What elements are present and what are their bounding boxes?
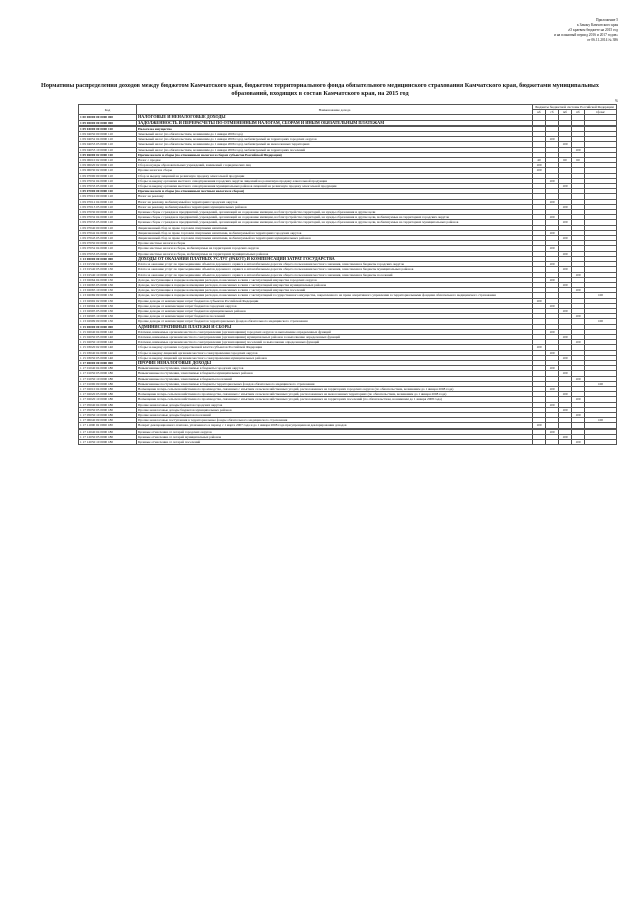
row-code: 1 09 07032 04 0000 110 xyxy=(79,178,137,183)
column-header-name: Наименование дохода xyxy=(137,105,533,115)
value-mb xyxy=(559,440,572,445)
document-title: Нормативы распределения доходов между бюджетом Камчатского края, бюджетом территориального фонда обязательного медицинского страхования Камчатского края, бюджетами муниципальных образований, входящих в состав Камчатского края, на 2015 год xyxy=(41,82,599,97)
row-name: Плата за оказание услуг по присоединению объектов дорожного сервиса к автомобильным дорогам общего пользования местного значения, зачисляемая в бюджеты муниципальных районов xyxy=(137,267,533,272)
row-code: 1 09 07010 00 0000 110 xyxy=(79,194,137,199)
row-code: 1 09 06010 02 0000 110 xyxy=(79,158,137,163)
value-gb: 100 xyxy=(546,215,559,220)
value-mb: 60 xyxy=(559,158,572,163)
value-kb xyxy=(533,440,546,445)
row-code: 1 09 07050 00 0000 110 xyxy=(79,241,137,246)
value-gb xyxy=(546,440,559,445)
revenue-distribution-table xyxy=(78,104,617,445)
value-kb: 100 xyxy=(533,345,546,350)
row-name: Лицензионный сбор за право торговли спиртными напитками xyxy=(137,225,533,230)
row-code: 1 15 03020 02 0000 140 xyxy=(79,345,137,350)
row-name: Прочие местные налоги и сборы, мобилизуемые на территориях муниципальных районов xyxy=(137,251,533,256)
row-name: Плата за оказание услуг по присоединению объектов дорожного сервиса к автомобильным дорогам общего пользования местного значения, зачисляемая в бюджеты поселений xyxy=(137,272,533,277)
value-gb: 100 xyxy=(546,277,559,282)
row-name: Налог на рекламу, мобилизуемый на территориях городских округов xyxy=(137,199,533,204)
row-code: 1 17 12050 10 0000 180 xyxy=(79,440,137,445)
value-gb: 100 xyxy=(546,262,559,267)
row-code: 1 15 02050 10 0000 140 xyxy=(79,340,137,345)
value-mb: 100 xyxy=(559,236,572,241)
column-header-mb: мб xyxy=(559,110,572,115)
row-name: Земельный налог (по обязательствам, возникшим до 1 января 2006 года), мобилизуемый на межселенных территориях xyxy=(137,142,533,147)
value-mb: 100 xyxy=(559,142,572,147)
row-code: 1 13 02995 10 0000 130 xyxy=(79,314,137,319)
row-name: Возмещение потерь сельскохозяйственного производства, связанных с изъятием сельскохозяйственных угодий, расположенных на территориях поселений (по обязательствам, возникшим до 1 января 2008 года) xyxy=(137,397,533,402)
value-mb: 100 xyxy=(559,204,572,209)
value-pb: 60 xyxy=(572,158,585,163)
row-code: 1 09 07000 00 0000 110 xyxy=(79,189,137,194)
row-code: 1 09 07052 04 0000 110 xyxy=(79,246,137,251)
row-name: Прочие доходы от компенсации затрат бюджетов поселений xyxy=(137,314,533,319)
row-name: Сборы за выдачу органами государственной власти субъектов Российской Федерации xyxy=(137,345,533,350)
row-name: Невыясненные поступления, зачисляемые в бюджеты городских округов xyxy=(137,366,533,371)
column-header-kb: кб xyxy=(533,110,546,115)
value-pb: 100 xyxy=(572,376,585,381)
row-code: 1 13 02999 09 0000 130 xyxy=(79,319,137,324)
row-name: Прочие неналоговые поступления в территориальные фонды обязательного медицинского страхования xyxy=(137,418,533,423)
value-kb: 100 xyxy=(533,163,546,168)
row-code: 1 13 02994 04 0000 130 xyxy=(79,303,137,308)
row-name: Платежи, взимаемые органами местного самоуправления (организациями) городских округов за выполнение определенных функций xyxy=(137,329,533,334)
row-code: 1 17 05050 05 0000 180 xyxy=(79,407,137,412)
value-tfoms xyxy=(585,440,617,445)
row-code: 1 09 04000 00 0000 110 xyxy=(79,126,137,131)
row-code: 1 17 02010 04 0000 180 xyxy=(79,386,137,391)
value-kb: 100 xyxy=(533,298,546,303)
row-name: Целевые сборы с граждан и предприятий, учреждений, организаций на содержание милиции, на благоустройство территорий, на нужды образования и другие цели, мобилизуемые на территориях муниципальных районов xyxy=(137,220,533,225)
value-kb: 40 xyxy=(533,158,546,163)
value-pb: 100 xyxy=(572,412,585,417)
row-code: 1 13 00000 00 0000 000 xyxy=(79,256,137,261)
table-row xyxy=(79,440,617,445)
row-code: 1 13 02065 05 0000 130 xyxy=(79,282,137,287)
value-mb: 100 xyxy=(559,267,572,272)
value-gb: 100 xyxy=(546,199,559,204)
row-name: ПРОЧИЕ НЕНАЛОГОВЫЕ ДОХОДЫ xyxy=(137,360,533,365)
row-code: 1 09 07013 05 0000 110 xyxy=(79,204,137,209)
value-gb: 100 xyxy=(546,429,559,434)
value-gb: 100 xyxy=(546,350,559,355)
row-code: 1 13 02069 09 0000 130 xyxy=(79,293,137,298)
row-code: 1 09 06030 02 0000 110 xyxy=(79,168,137,173)
value-pb: 100 xyxy=(572,272,585,277)
row-name: Прочие доходы от компенсации затрат бюджетов городских округов xyxy=(137,303,533,308)
row-name: Плата за оказание услуг по присоединению объектов дорожного сервиса к автомобильным дорогам общего пользования местного значения, зачисляемая в бюджеты городских округов xyxy=(137,262,533,267)
row-code: 1 09 04052 04 0000 110 xyxy=(79,137,137,142)
value-mb: 100 xyxy=(559,308,572,313)
value-tfoms: 100 xyxy=(585,381,617,386)
row-code: 1 17 01090 09 0000 180 xyxy=(79,381,137,386)
row-code: 1 09 04050 00 0000 110 xyxy=(79,132,137,137)
row-code: 1 13 01540 05 0000 130 xyxy=(79,267,137,272)
row-code: 1 09 07000 00 0000 110 xyxy=(79,173,137,178)
table-header-row xyxy=(79,105,617,110)
value-mb: 100 xyxy=(559,434,572,439)
row-code: 1 09 07033 05 0000 110 xyxy=(79,220,137,225)
row-code: 1 13 02064 04 0000 130 xyxy=(79,277,137,282)
value-pb: 100 xyxy=(572,314,585,319)
row-name: Доходы, поступающие в порядке возмещения расходов, понесенных в связи с эксплуатацией имущества поселений xyxy=(137,288,533,293)
row-name: Целевые отчисления от лотерей поселений xyxy=(137,440,533,445)
row-name: Возмещение потерь сельскохозяйственного производства, связанных с изъятием сельскохозяйственных угодий, расположенных на межселенных территориях (по обязательствам, возникшим до 1 января 2008 года) xyxy=(137,392,533,397)
row-name: Доходы, поступающие в порядке возмещения расходов, понесенных в связи с эксплуатацией имущества муниципальных районов xyxy=(137,282,533,287)
row-name: Прочие местные налоги и сборы, мобилизуемые на территориях городских округов xyxy=(137,246,533,251)
row-code: 1 09 04053 05 0000 110 xyxy=(79,142,137,147)
value-pb: 100 xyxy=(572,440,585,445)
row-name: Платежи, взимаемые органами местного самоуправления (организациями) муниципальных районов за выполнение определенных функций xyxy=(137,334,533,339)
row-name: Налог на рекламу, мобилизуемый на территориях муниципальных районов xyxy=(137,204,533,209)
value-gb: 100 xyxy=(546,303,559,308)
row-code: 1 13 02992 02 0000 130 xyxy=(79,298,137,303)
appendix-line: от 06.11.2014 № 386 xyxy=(587,38,618,42)
row-name: Налог на рекламу xyxy=(137,194,533,199)
value-mb: 100 xyxy=(559,220,572,225)
row-code: 1 00 00000 00 0000 000 xyxy=(79,115,137,120)
row-name: Сборы за выдачу лицензий органами местного самоуправления муниципальных районов xyxy=(137,355,533,360)
row-code: 1 15 00000 00 0000 000 xyxy=(79,324,137,329)
appendix-note xyxy=(458,18,618,43)
row-name: Невыясненные поступления, зачисляемые в бюджеты поселений xyxy=(137,376,533,381)
row-name: Целевые сборы с граждан и предприятий, учреждений, организаций на содержание милиции, на благоустройство территорий, на нужды образования и другие цели xyxy=(137,210,533,215)
row-name: Лицензионный сбор за право торговли спиртными напитками, мобилизуемый на территориях городских округов xyxy=(137,230,533,235)
value-pb: 100 xyxy=(572,147,585,152)
row-code: 1 09 07033 05 0000 110 xyxy=(79,184,137,189)
row-name: Прочие местные налоги и сборы xyxy=(137,241,533,246)
value-kb: 100 xyxy=(533,423,546,428)
value-gb: 100 xyxy=(546,230,559,235)
row-code: 1 13 01530 04 0000 130 xyxy=(79,262,137,267)
row-name: НАЛОГОВЫЕ И НЕНАЛОГОВЫЕ ДОХОДЫ xyxy=(137,115,533,120)
row-name: Лицензионный сбор за право торговли спиртными напитками, мобилизуемый на территориях муниципальных районов xyxy=(137,236,533,241)
row-name: Сборы за выдачу органами местного самоуправления городских округов лицензий на розничную продажу алкогольной продукции xyxy=(137,178,533,183)
row-code: 1 17 05050 10 0000 180 xyxy=(79,412,137,417)
row-name: Сбор за выдачу лицензий на розничную продажу алкогольной продукции xyxy=(137,173,533,178)
row-name: ЗАДОЛЖЕННОСТЬ И ПЕРЕРАСЧЕТЫ ПО ОТМЕНЕННЫМ НАЛОГАМ, СБОРАМ И ИНЫМ ОБЯЗАТЕЛЬНЫМ ПЛАТЕЖАМ xyxy=(137,120,533,125)
row-name: Прочие доходы от компенсации затрат бюджетов территориальных фондов обязательного медицинского страхования xyxy=(137,319,533,324)
row-code: 1 15 03050 05 0000 140 xyxy=(79,355,137,360)
row-code: 1 17 11000 02 0000 180 xyxy=(79,423,137,428)
value-pb: 100 xyxy=(572,288,585,293)
value-tfoms: 100 xyxy=(585,293,617,298)
row-name: Прочие налоги и сборы xyxy=(137,168,533,173)
unit-label: % xyxy=(615,99,618,103)
value-gb: 100 xyxy=(546,329,559,334)
row-code: 1 15 02050 05 0000 140 xyxy=(79,334,137,339)
row-name: Целевые сборы с граждан и предприятий, учреждений, организаций на содержание милиции, на благоустройство территорий, на нужды образования и другие цели, мобилизуемые на территориях городских округов xyxy=(137,215,533,220)
row-name: АДМИНИСТРАТИВНЫЕ ПЛАТЕЖИ И СБОРЫ xyxy=(137,324,533,329)
row-name: Доходы, поступающие в порядке возмещения расходов, понесенных в связи с эксплуатацией государственного имущества, закрепленного на праве оперативного управления за территориальными фондами обязательного медицинского страхования xyxy=(137,293,533,298)
value-mb: 100 xyxy=(559,371,572,376)
row-code: 1 09 06000 02 0000 110 xyxy=(79,152,137,157)
appendix-line: к Закону Камчатского края xyxy=(577,23,618,27)
row-code: 1 17 12040 04 0000 180 xyxy=(79,429,137,434)
row-name: Прочие неналоговые доходы бюджетов муниципальных районов xyxy=(137,407,533,412)
value-mb: 100 xyxy=(559,355,572,360)
row-code: 1 09 07032 04 0000 110 xyxy=(79,215,137,220)
value-tfoms: 100 xyxy=(585,319,617,324)
row-code: 1 17 05040 04 0000 180 xyxy=(79,402,137,407)
value-mb: 100 xyxy=(559,392,572,397)
value-mb: 100 xyxy=(559,184,572,189)
row-name: Целевые отчисления от лотерей городских округов xyxy=(137,429,533,434)
row-code: 1 09 00000 00 0000 000 xyxy=(79,120,137,125)
row-code: 1 09 07030 00 0000 110 xyxy=(79,210,137,215)
row-code: 1 09 07040 00 0000 110 xyxy=(79,225,137,230)
row-name: Земельный налог (по обязательствам, возникшим до 1 января 2006 года), мобилизуемый на территориях поселений xyxy=(137,147,533,152)
row-name: Прочие налоги и сборы (по отмененным местным налогам и сборам) xyxy=(137,189,533,194)
row-code: 1 09 07053 05 0000 110 xyxy=(79,251,137,256)
row-name: Платежи, взимаемые органами местного самоуправления (организациями) поселений за выполнение определенных функций xyxy=(137,340,533,345)
row-name: Прочие налоги и сборы (по отмененным налогам и сборам субъектов Российской Федерации) xyxy=(137,152,533,157)
row-name: Доходы, поступающие в порядке возмещения расходов, понесенных в связи с эксплуатацией имущества городских округов xyxy=(137,277,533,282)
column-header-tfoms: тфомс xyxy=(585,110,617,115)
row-name: Целевые отчисления от лотерей муниципальных районов xyxy=(137,434,533,439)
column-header-pb: пб xyxy=(572,110,585,115)
row-code: 1 15 02040 04 0000 140 xyxy=(79,329,137,334)
row-code: 1 17 00000 00 0000 000 xyxy=(79,360,137,365)
row-name: Возврат декларационного платежа, уплаченного в период с 1 марта 2007 года и до 1 января 2008 года при упрощенном декларировании доходов xyxy=(137,423,533,428)
row-code: 1 17 01050 05 0000 180 xyxy=(79,371,137,376)
value-mb: 100 xyxy=(559,251,572,256)
row-code: 1 17 02020 05 0000 180 xyxy=(79,392,137,397)
row-code: 1 09 06020 02 0000 110 xyxy=(79,163,137,168)
row-code: 1 17 01050 10 0000 180 xyxy=(79,376,137,381)
row-code: 1 13 02065 10 0000 130 xyxy=(79,288,137,293)
row-name: Земельный налог (по обязательствам, возникшим до 1 января 2006 года) xyxy=(137,132,533,137)
value-mb: 100 xyxy=(559,407,572,412)
row-name: Налоги на имущество xyxy=(137,126,533,131)
appendix-line: и на плановый период 2016 и 2017 годов» xyxy=(553,33,618,37)
row-code: 1 17 06040 09 0000 180 xyxy=(79,418,137,423)
row-code: 1 17 01040 04 0000 180 xyxy=(79,366,137,371)
row-name: Прочие доходы от компенсации затрат бюджетов муниципальных районов xyxy=(137,308,533,313)
row-name: Сборы за выдачу органами местного самоуправления муниципальных районов лицензий на розничную продажу алкогольной продукции xyxy=(137,184,533,189)
row-code: 1 13 01540 10 0000 130 xyxy=(79,272,137,277)
column-header-gb: гб xyxy=(546,110,559,115)
appendix-line: «О краевом бюджете на 2015 год xyxy=(567,28,618,32)
row-name: Возмещение потерь сельскохозяйственного производства, связанных с изъятием сельскохозяйственных угодий, расположенных на территориях городских округов (по обязательствам, возникшим до 1 января 2008 года) xyxy=(137,386,533,391)
row-name: Сборы за выдачу лицензий органами местного самоуправления городских округов xyxy=(137,350,533,355)
value-mb: 100 xyxy=(559,334,572,339)
row-code: 1 13 02995 05 0000 130 xyxy=(79,308,137,313)
value-gb: 100 xyxy=(546,137,559,142)
value-gb: 100 xyxy=(546,178,559,183)
value-pb: 100 xyxy=(572,397,585,402)
row-code: 1 09 07012 04 0000 110 xyxy=(79,199,137,204)
row-code: 1 09 07043 05 0000 110 xyxy=(79,236,137,241)
row-name: Прочие неналоговые доходы бюджетов городских округов xyxy=(137,402,533,407)
row-name: Сбор на нужды образовательных учреждений, взимаемый с юридических лиц xyxy=(137,163,533,168)
row-code: 1 17 02020 10 0000 180 xyxy=(79,397,137,402)
value-gb: 100 xyxy=(546,402,559,407)
column-header-code: Код xyxy=(79,105,137,115)
row-code: 1 17 12050 05 0000 180 xyxy=(79,434,137,439)
value-gb: 100 xyxy=(546,386,559,391)
value-tfoms: 100 xyxy=(585,418,617,423)
row-code: 1 15 03040 04 0000 140 xyxy=(79,350,137,355)
row-name: Невыясненные поступления, зачисляемые в бюджеты территориальных фондов обязательного медицинского страхования xyxy=(137,381,533,386)
row-name: Невыясненные поступления, зачисляемые в бюджеты муниципальных районов xyxy=(137,371,533,376)
value-pb: 100 xyxy=(572,340,585,345)
value-mb: 100 xyxy=(559,282,572,287)
column-header-budgets: Бюджеты бюджетной системы Российской Федерации xyxy=(533,105,617,110)
row-name: Налог с продаж xyxy=(137,158,533,163)
row-name: Прочие неналоговые доходы бюджетов поселений xyxy=(137,412,533,417)
row-code: 1 09 04053 10 0000 110 xyxy=(79,147,137,152)
appendix-line: Приложение 5 xyxy=(596,18,618,22)
value-kb: 100 xyxy=(533,168,546,173)
value-gb: 100 xyxy=(546,246,559,251)
table-body xyxy=(79,115,617,445)
row-code: 1 09 07042 04 0000 110 xyxy=(79,230,137,235)
row-name: Прочие доходы от компенсации затрат бюджетов субъектов Российской Федерации xyxy=(137,298,533,303)
value-gb: 100 xyxy=(546,366,559,371)
row-name: Земельный налог (по обязательствам, возникшим до 1 января 2006 года), мобилизуемый на территориях городских округов xyxy=(137,137,533,142)
row-name: ДОХОДЫ ОТ ОКАЗАНИЯ ПЛАТНЫХ УСЛУГ (РАБОТ) И КОМПЕНСАЦИИ ЗАТРАТ ГОСУДАРСТВА xyxy=(137,256,533,261)
